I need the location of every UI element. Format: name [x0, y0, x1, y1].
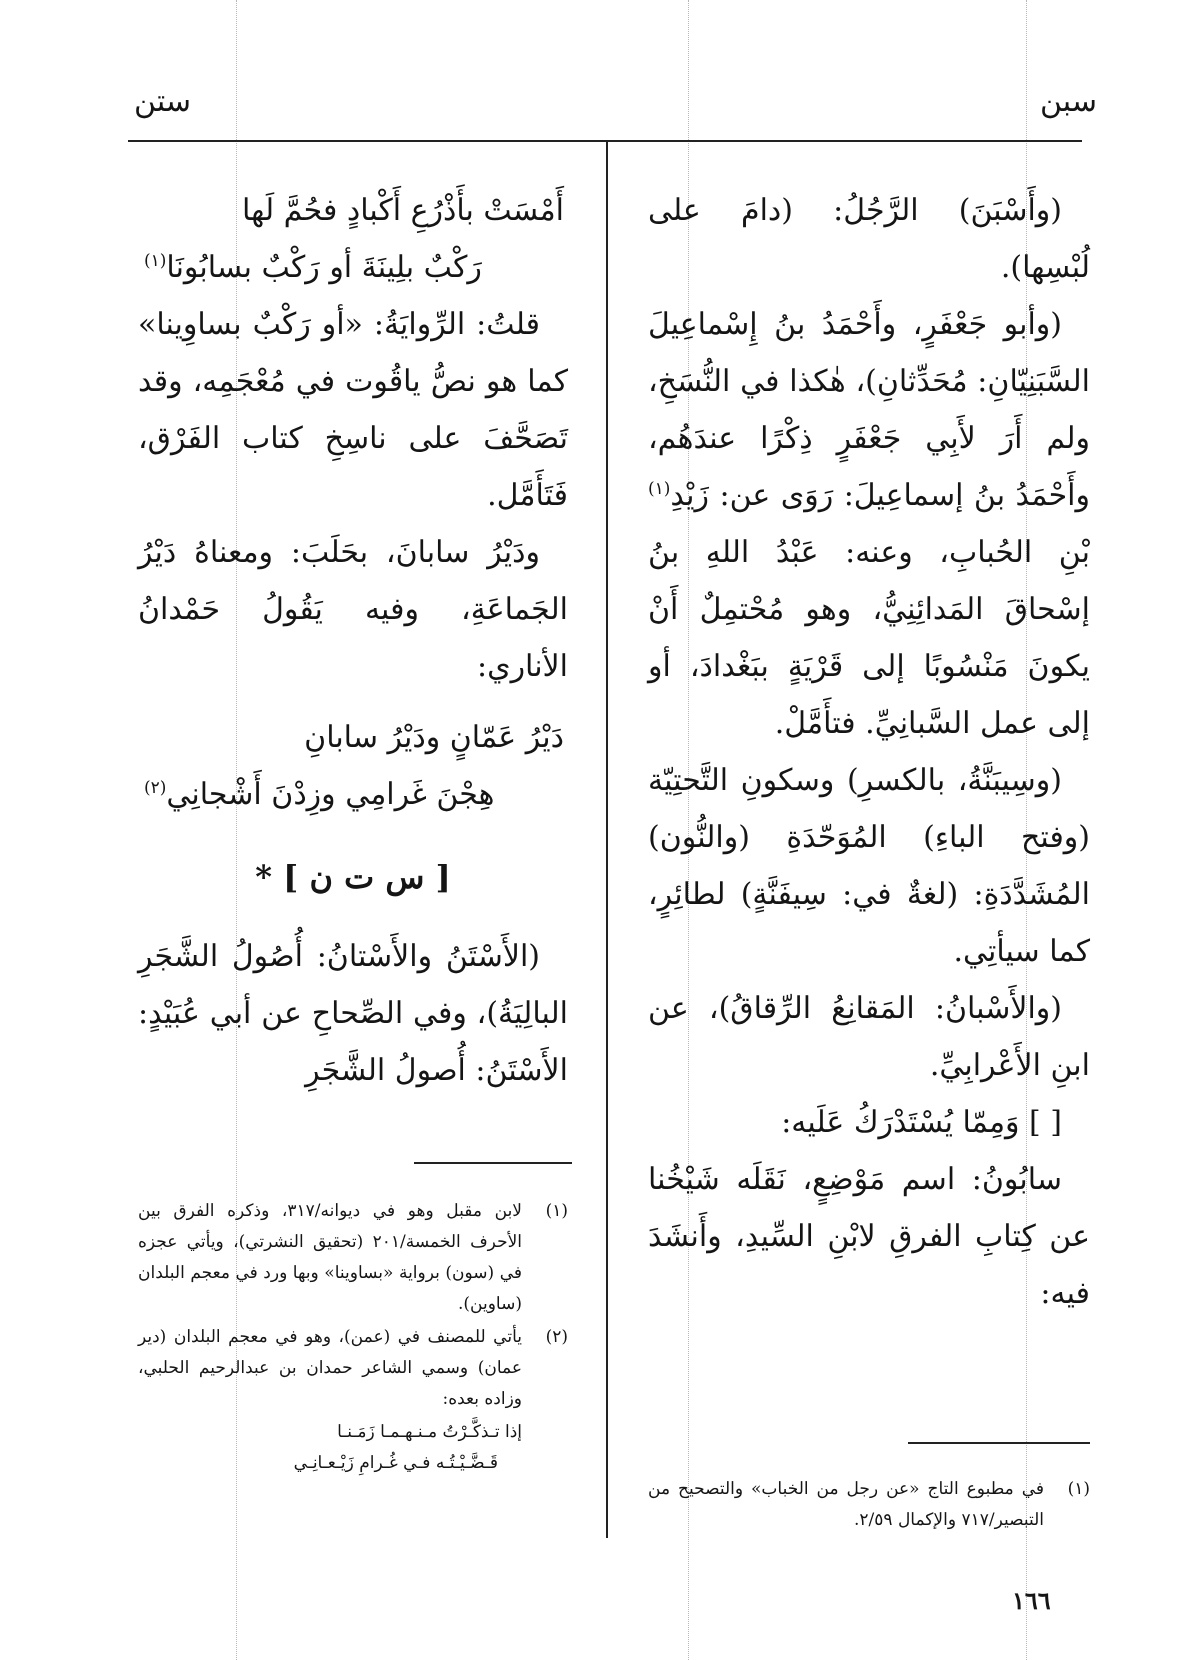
footnote-marker: (١) — [648, 479, 671, 499]
verse-line — [138, 766, 568, 823]
footnote-rule — [414, 1162, 572, 1164]
left-column — [138, 182, 568, 1099]
right-footnotes — [648, 1474, 1090, 1538]
header-right-word: سبن — [1039, 84, 1097, 119]
verse-text: رَكْبٌ بلِينَةَ أو رَكْبٌ بسابُونَا — [166, 250, 482, 285]
entry-paragraph: (وأَسْبَنَ) الرَّجُلُ: (دامَ على لُبْسِها). — [648, 193, 1090, 285]
entry-paragraph: (الأَسْتَنُ والأَسْتانُ: أُصُولُ الشَّجَرِ البالِيَةُ)، وفي الصِّحاحِ عن أبي عُبَيْدٍ: الأَسْتَنُ: أُصولُ الشَّجَرِ — [138, 939, 568, 1088]
page-number: ١٦٦ — [1012, 1586, 1051, 1615]
footnote-marker: (١) — [144, 251, 167, 271]
footnote-item — [138, 1196, 568, 1320]
footnote-marker: (٢) — [144, 778, 167, 798]
footnote-text: يأتي للمصنف في (عمن)، وهو في معجم البلدان (دير عمان) وسمي الشاعر حمدان بن عبدالرحيم الحلبي، وزاده بعده: — [138, 1327, 522, 1409]
verse-text: هِجْنَ غَرامِي وزِدْنَ أَشْجانِي — [166, 777, 495, 812]
entry-paragraph: ودَيْرُ سابانَ، بحَلَبَ: ومعناهُ دَيْرُ الجَماعَةِ، وفيه يَقُولُ حَمْدانُ الأناري: — [138, 535, 568, 684]
footnote-verse-line: إذا تـذكَّـرْتُ مـنـهـمـا زَمَـنـا — [337, 1422, 522, 1442]
entry-paragraph: (والأَسْبانُ: المَقانِعُ الرِّقاقُ)، عن ابنِ الأَعْرابِيِّ. — [648, 991, 1090, 1083]
footnote-text: في مطبوع التاج «عن رجل من الخباب» والتصحيح من التبصير/٧١٧ والإكمال ٢/٥٩. — [648, 1479, 1044, 1530]
entry-text: بْنِ الحُبابِ، وعنه: عَبْدُ اللهِ بنُ إسْحاقَ المَدائِنِيُّ، وهو مُحْتمِلٌ أَنْ يكونَ مَنْسُوبًا إلى قَرْيَةٍ ببَغْدادَ، أو إلى عمل السَّبانِيِّ. فتأَمَّلْ. — [648, 535, 1090, 741]
entry-text: (وأبو جَعْفَرٍ، وأَحْمَدُ بنُ إِسْماعِيلَ السَّبَنِيّانِ: مُحَدِّثانِ)، هٰكذا في النُّسَخِ، ولم أَرَ لأَبِي جَعْفَرٍ ذِكْرًا عندَهُم، وأَحْمَدُ بنُ إسماعِيلَ: رَوَى عن: زَيْدِ — [648, 307, 1090, 513]
verse-line: دَيْرُ عَمّانٍ ودَيْرُ سابانِ — [304, 720, 564, 755]
footnote-number: (٢) — [545, 1327, 568, 1347]
verse-line: أَمْسَتْ بأَذْرُعِ أَكْبادٍ فحُمَّ لَها — [242, 193, 564, 228]
footnote-number: (١) — [545, 1201, 568, 1221]
footnote-verse — [138, 1417, 568, 1479]
footnote-text: لابن مقبل وهو في ديوانه/٣١٧، وذكره الفرق بين الأحرف الخمسة/٢٠١ (تحقيق النشرتي)، ويأتي عجزه في (سون) برواية «بساوينا» وبها ورد في معجم البلدان (ساوين). — [138, 1201, 522, 1314]
footnote-verse-line: قَـضَّـيْـتُـه فـي غُـرامِ زَيْـعـانِـي — [293, 1453, 498, 1473]
footnote-item — [138, 1322, 568, 1415]
entry-paragraph — [648, 296, 1090, 752]
verse-line — [138, 239, 568, 296]
footnote-item — [648, 1474, 1090, 1536]
section-heading: [ س ت ن ] * — [255, 858, 451, 896]
column-divider — [606, 140, 608, 1538]
header-rule — [128, 140, 1082, 142]
footnote-rule — [908, 1442, 1090, 1444]
footnote-number: (١) — [1067, 1479, 1090, 1499]
entry-paragraph: سابُونُ: اسم مَوْضِعٍ، نَقَلَه شَيْخُنا عن كِتابِ الفرقِ لابْنِ السِّيدِ، وأَنشَدَ فيه: — [648, 1162, 1090, 1311]
header-left-word: ستن — [134, 84, 192, 119]
entry-paragraph: (وسِيبَنَّةُ، بالكسرِ) وسكونِ التَّحتِيّة (وفتح الباءِ) المُوَحّدَةِ (والنُّون) المُشَدَّدَةِ: (لغةٌ في: سِيفَنَّةٍ) لطائِرٍ، كما سيأتِي. — [648, 763, 1090, 969]
left-footnotes — [138, 1196, 568, 1479]
right-column — [648, 182, 1090, 1322]
entry-paragraph: [ ] وَمِمّا يُسْتَدْرَكُ عَلَيه: — [781, 1105, 1062, 1140]
entry-paragraph: قلتُ: الرِّوايَةُ: «أو رَكْبٌ بساوِينا» كما هو نصُّ ياقُوت في مُعْجَمِه، وقد تَصَحَّفَ على ناسِخِ كتاب الفَرْق، فَتَأَمَّل. — [138, 307, 568, 513]
